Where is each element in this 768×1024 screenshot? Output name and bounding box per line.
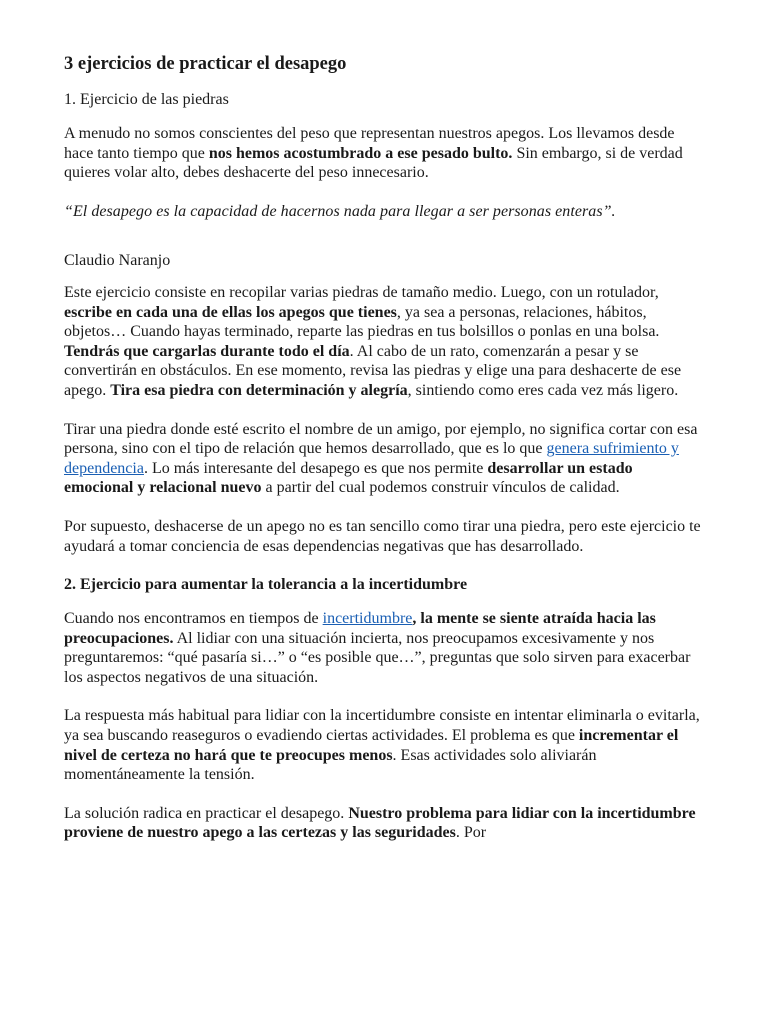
text-span: Al lidiar con una situación incierta, nos preocupamos excesivamente y nos preguntaremos: “qué pasaría si…” o “es posible que…”, preguntas que solo sirven para exacerbar los aspectos negativos de una situación.	[64, 629, 691, 686]
text-span: . Al cabo de un rato, comenzarán a pesar y se convertirán en obstáculos. En ese momento, revisa las piedras y elige una para deshacerte de ese apego.	[64, 342, 682, 399]
section-1-paragraph-4: Por supuesto, deshacerse de un apego no es tan sencillo como tirar una piedra, pero este ejercicio te ayudará a tomar conciencia de esas dependencias negativas que has desarrollado.	[64, 517, 701, 555]
text-span: , sintiendo como eres cada vez más ligero.	[407, 381, 679, 399]
bold-text: , la mente se siente atraída hacia las preocupaciones.	[64, 610, 656, 647]
section-2-paragraph-2	[64, 706, 704, 784]
document-page	[64, 52, 704, 862]
quote-author: Claudio Naranjo	[64, 252, 171, 270]
section-2-paragraph-1	[64, 609, 704, 687]
text-span: Cuando nos encontramos en tiempos de	[64, 610, 323, 628]
text-span: . Por	[455, 824, 487, 842]
text-span: a partir del cual podemos construir vínculos de calidad.	[261, 479, 620, 497]
bold-text: nos hemos acostumbrado a ese pesado bulto.	[208, 144, 513, 162]
text-span: Este ejercicio consiste en recopilar varias piedras de tamaño medio. Luego, con un rotulador,	[64, 283, 659, 301]
link-genera-sufrimiento[interactable]: genera sufrimiento y dependencia	[64, 440, 679, 477]
section-1-heading: 1. Ejercicio de las piedras	[64, 91, 229, 108]
bold-text: escribe en cada una de ellas los apegos que tienes	[64, 303, 397, 321]
text-span: La solución radica en practicar el desapego.	[64, 804, 349, 822]
section-2-heading: 2. Ejercicio para aumentar la tolerancia a la incertidumbre	[64, 576, 468, 594]
link-incertidumbre[interactable]: incertidumbre	[322, 610, 413, 628]
section-1-paragraph-2	[64, 283, 704, 401]
bold-text: incrementar el nivel de certeza no hará que te preocupes menos	[64, 727, 679, 764]
text-span: Sin embargo, si de verdad quieres volar alto, debes deshacerte del peso innecesario.	[64, 144, 683, 182]
text-span: . Lo más interesante del desapego es que nos permite	[143, 459, 488, 477]
text-span: Tirar una piedra donde esté escrito el nombre de un amigo, por ejemplo, no significa cortar con esa persona, sino con el tipo de relación que hemos desarrollado, que es lo que	[64, 420, 698, 458]
text-span: , ya sea a personas, relaciones, hábitos, objetos… Cuando hayas terminado, reparte las piedras en tus bolsillos o ponlas en una bolsa.	[64, 303, 660, 341]
bold-text: Tira esa piedra con determinación y alegría	[110, 381, 408, 399]
text-span: . Esas actividades solo aliviarán momentáneamente la tensión.	[64, 746, 597, 784]
quote: “El desapego es la capacidad de hacernos nada para llegar a ser personas enteras”.	[64, 202, 616, 220]
section-1-paragraph-1	[64, 124, 704, 183]
section-1-paragraph-3	[64, 420, 704, 498]
document-title: 3 ejercicios de practicar el desapego	[64, 54, 347, 74]
bold-text: desarrollar un estado emocional y relacional nuevo	[64, 459, 633, 497]
text-span: A menudo no somos conscientes del peso que representan nuestros apegos. Los llevamos desde hace tanto tiempo que	[64, 125, 675, 162]
bold-text: Nuestro problema para lidiar con la incertidumbre proviene de nuestro apego a las certezas y las seguridades	[64, 804, 696, 842]
section-2-paragraph-3	[64, 804, 704, 843]
bold-text: Tendrás que cargarlas durante todo el día	[64, 342, 350, 360]
text-span: La respuesta más habitual para lidiar con la incertidumbre consiste en intentar eliminarla o evitarla, ya sea buscando reaseguros o evadiendo ciertas actividades. El problema es que	[64, 707, 700, 745]
